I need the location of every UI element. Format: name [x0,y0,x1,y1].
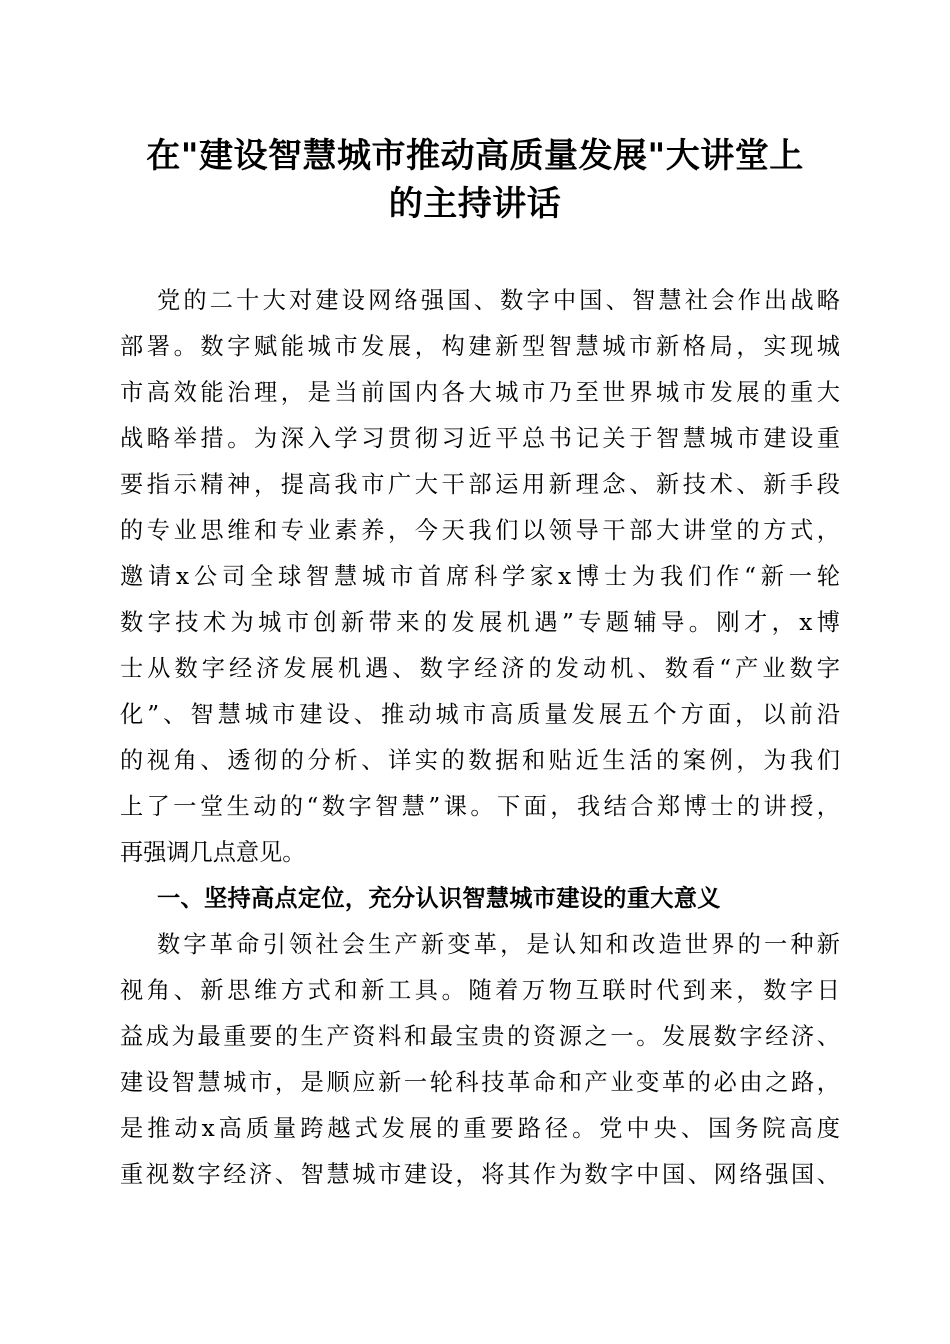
paragraph-2-line: 建设智慧城市，是顺应新一轮科技革命和产业变革的必由之路， [120,1069,840,1096]
title-line-1: 在"建设智慧城市推动高质量发展"大讲堂上 [146,136,804,176]
paragraph-2-line: 益成为最重要的生产资料和最宝贵的资源之一。发展数字经济、 [120,1023,840,1050]
paragraph-1-line: 邀请x公司全球智慧城市首席科学家x博士为我们作“新一轮 [120,563,840,590]
paragraph-2-line: 数字革命引领社会生产新变革，是认知和改造世界的一种新 [157,931,840,958]
paragraph-1-line: 的专业思维和专业素养，今天我们以领导干部大讲堂的方式， [120,517,840,544]
paragraph-2-line: 是推动x高质量跨越式发展的重要路径。党中央、国务院高度 [120,1115,840,1142]
paragraph-1-line: 市高效能治理，是当前国内各大城市乃至世界城市发展的重大 [120,379,840,406]
document-title [100,132,850,228]
paragraph-1-line: 部署。数字赋能城市发展，构建新型智慧城市新格局，实现城 [120,333,840,360]
paragraph-1-line: 上了一堂生动的“数字智慧”课。下面，我结合郑博士的讲授， [120,793,840,820]
section-heading-1: 一、坚持高点定位，充分认识智慧城市建设的重大意义 [157,885,721,912]
document-body [120,278,840,1198]
paragraph-1-line: 化”、智慧城市建设、推动城市高质量发展五个方面，以前沿 [120,701,840,728]
paragraph-1-line: 数字技术为城市创新带来的发展机遇”专题辅导。刚才，x博 [120,609,840,636]
paragraph-1-line: 党的二十大对建设网络强国、数字中国、智慧社会作出战略 [157,287,840,314]
paragraph-1-line: 要指示精神，提高我市广大干部运用新理念、新技术、新手段 [120,471,840,498]
paragraph-1-line: 再强调几点意见。 [120,839,306,866]
title-line-2: 的主持讲话 [388,184,562,224]
paragraph-2-line: 重视数字经济、智慧城市建设，将其作为数字中国、网络强国、 [120,1161,840,1188]
paragraph-1-line: 士从数字经济发展机遇、数字经济的发动机、数看“产业数字 [120,655,840,682]
paragraph-1-line: 战略举措。为深入学习贯彻习近平总书记关于智慧城市建设重 [120,425,840,452]
paragraph-1-line: 的视角、透彻的分析、详实的数据和贴近生活的案例，为我们 [120,747,840,774]
paragraph-2-line: 视角、新思维方式和新工具。随着万物互联时代到来，数字日 [120,977,840,1004]
